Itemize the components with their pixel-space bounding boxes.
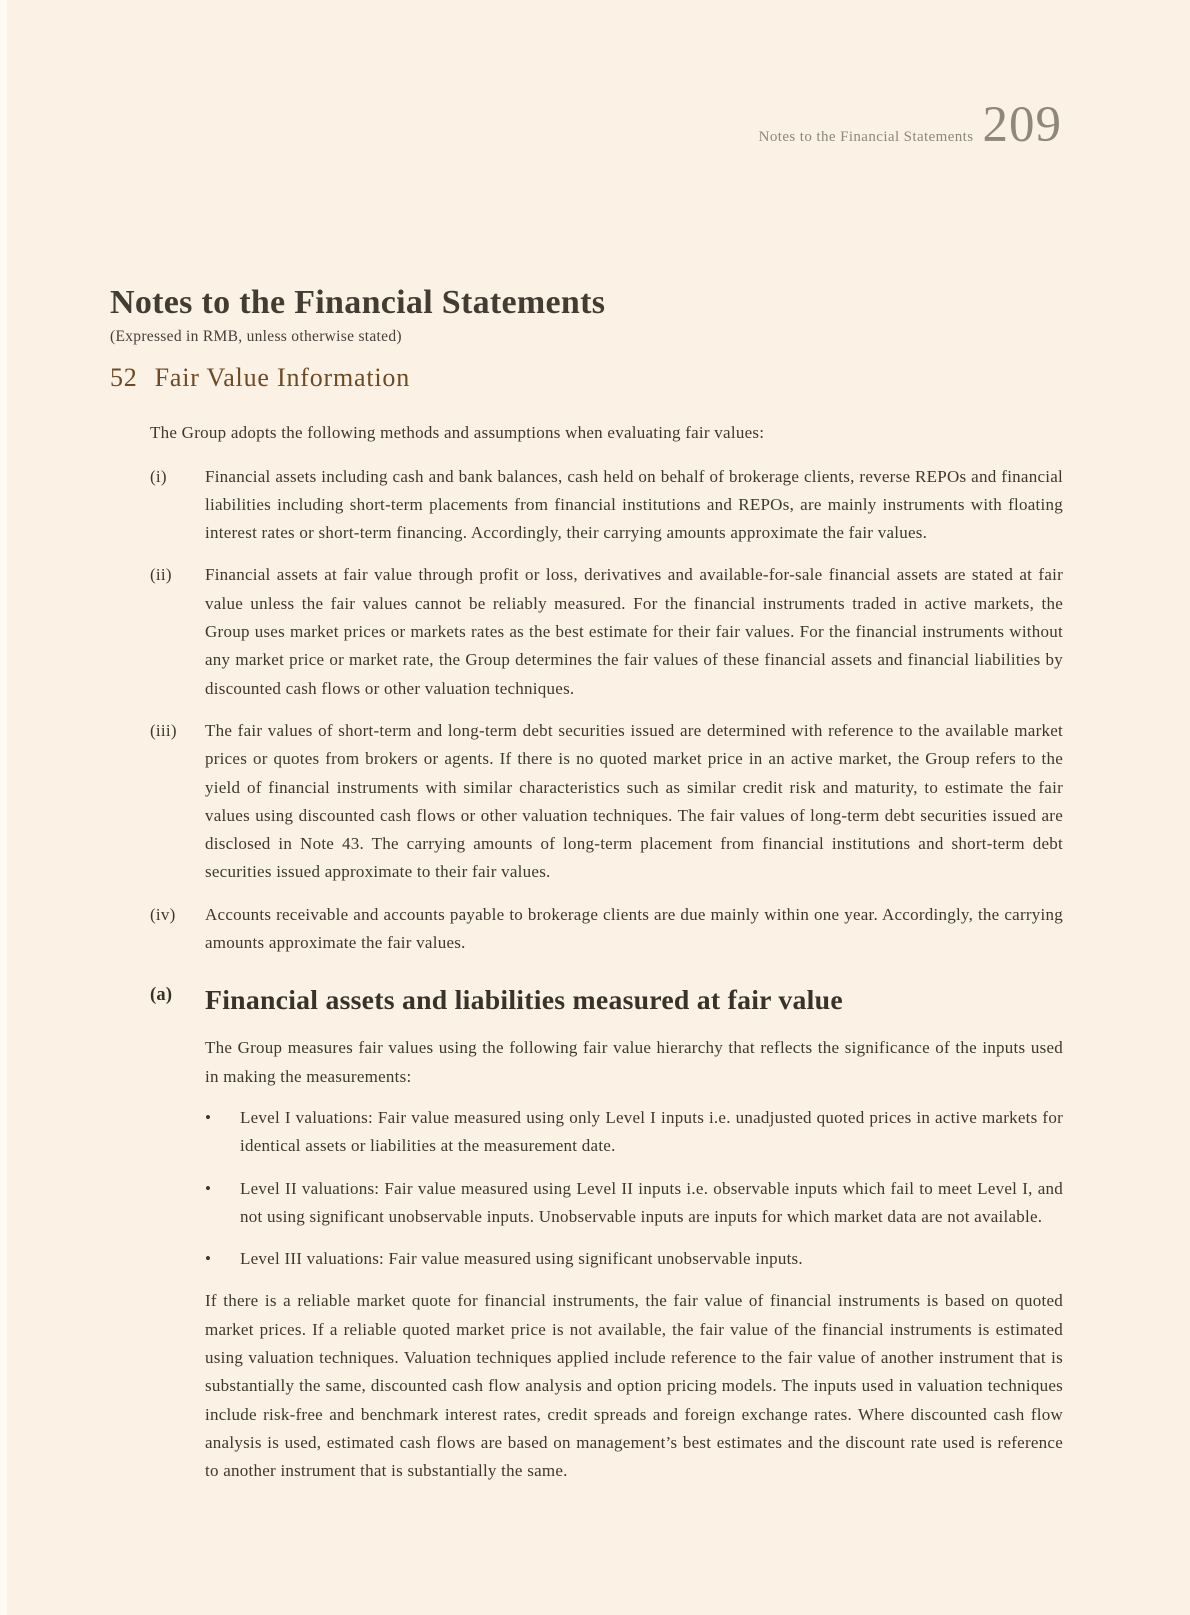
page-left-edge xyxy=(0,0,7,1615)
bullet-dot-icon: • xyxy=(205,1178,212,1198)
list-item-iii-marker: (iii) xyxy=(150,720,177,740)
page-content xyxy=(110,283,1063,1486)
list-item-ii-text: Financial assets at fair value through profit or loss, derivatives and available-for-sale financial assets are stated at fair value unless the fair values cannot be reliably measured. For the financial instruments traded in active markets, the Group uses market prices or markets rates as the best estimate for their fair values. For the financial instruments without any market price or market rate, the Group determines the fair values of these financial assets and financial liabilities by discounted cash flows or other valuation techniques. xyxy=(205,565,1063,698)
bullet-item-level-2-text: Level II valuations: Fair value measured using Level II inputs i.e. observable inputs which fail to meet Level I, and not using significant unobservable inputs. Unobservable inputs are inputs for which market data are not available. xyxy=(240,1178,1063,1226)
list-item-iv-text: Accounts receivable and accounts payable to brokerage clients are due mainly within one year. Accordingly, the carrying amounts approximate the fair values. xyxy=(205,904,1063,953)
subsection-title: Financial assets and liabilities measured at fair value xyxy=(205,985,843,1017)
list-item-ii-marker: (ii) xyxy=(150,565,172,585)
document-title: Notes to the Financial Statements xyxy=(110,284,606,321)
section-title: Fair Value Information xyxy=(154,363,411,393)
page-number: 209 xyxy=(982,97,1062,153)
section-heading xyxy=(110,362,1063,393)
list-item-i-marker: (i) xyxy=(150,466,167,486)
list-item-iv xyxy=(150,901,1063,958)
subsection-intro: The Group measures fair values using the following fair value hierarchy that reflects the significance of the inputs used in making the measurements: xyxy=(205,1038,1063,1086)
section-body xyxy=(150,419,1063,1485)
list-item-iv-marker: (iv) xyxy=(150,904,176,924)
running-header xyxy=(758,97,1062,153)
bullet-item-level-3-text: Level III valuations: Fair value measured using significant unobservable inputs. xyxy=(240,1249,803,1269)
list-item-iii-text: The fair values of short-term and long-term debt securities issued are determined with reference to the available market prices or quotes from brokers or agents. If there is no quoted market price in an active market, the Group refers to the yield of financial instruments with similar characteristics such as similar credit risk and maturity, to estimate the fair values using discounted cash flows or other valuation techniques. The fair values of long-term debt securities issued are disclosed in Note 43. The carrying amounts of long-term placement from financial institutions and short-term debt securities issued approximate to their fair values. xyxy=(205,720,1063,882)
running-header-title: Notes to the Financial Statements xyxy=(758,129,974,145)
bullet-item-level-2 xyxy=(205,1175,1063,1232)
bullet-item-level-1 xyxy=(205,1104,1063,1161)
subsection-closing: If there is a reliable market quote for financial instruments, the fair value of financial instruments is based on quoted market prices. If a reliable quoted market price is not available, the fair value of the financial instruments is estimated using valuation techniques. Valuation techniques applied include reference to the fair value of another instrument that is substantially the same, discounted cash flow analysis and option pricing models. The inputs used in valuation techniques include risk-free and benchmark interest rates, credit spreads and foreign exchange rates. Where discounted cash flow analysis is used, estimated cash flows are based on management’s best estimates and the discount rate used is reference to another instrument that is substantially the same. xyxy=(205,1291,1063,1481)
subsection-heading xyxy=(150,983,1063,1019)
bullet-dot-icon: • xyxy=(205,1107,212,1127)
subsection-body xyxy=(205,1034,1063,1485)
list-item-i xyxy=(150,463,1063,548)
bullet-item-level-3 xyxy=(205,1245,1063,1273)
bullet-item-level-1-text: Level I valuations: Fair value measured using only Level I inputs i.e. unadjusted quoted prices in active markets for identical assets or liabilities at the measurement date. xyxy=(240,1107,1063,1156)
document-subtitle: (Expressed in RMB, unless otherwise stated) xyxy=(110,328,402,346)
list-item-ii xyxy=(150,561,1063,702)
section-number: 52 xyxy=(110,363,138,393)
section-intro: The Group adopts the following methods and assumptions when evaluating fair values: xyxy=(150,423,765,443)
subsection-marker: (a) xyxy=(150,985,173,1006)
list-item-i-text: Financial assets including cash and bank balances, cash held on behalf of brokerage clients, reverse REPOs and financial liabilities including short-term placements from financial institutions and REPOs, are mainly instruments with floating interest rates or short-term financing. Accordingly, their carrying amounts approximate the fair values. xyxy=(205,466,1063,543)
bullet-dot-icon: • xyxy=(205,1249,212,1269)
list-item-iii xyxy=(150,717,1063,887)
